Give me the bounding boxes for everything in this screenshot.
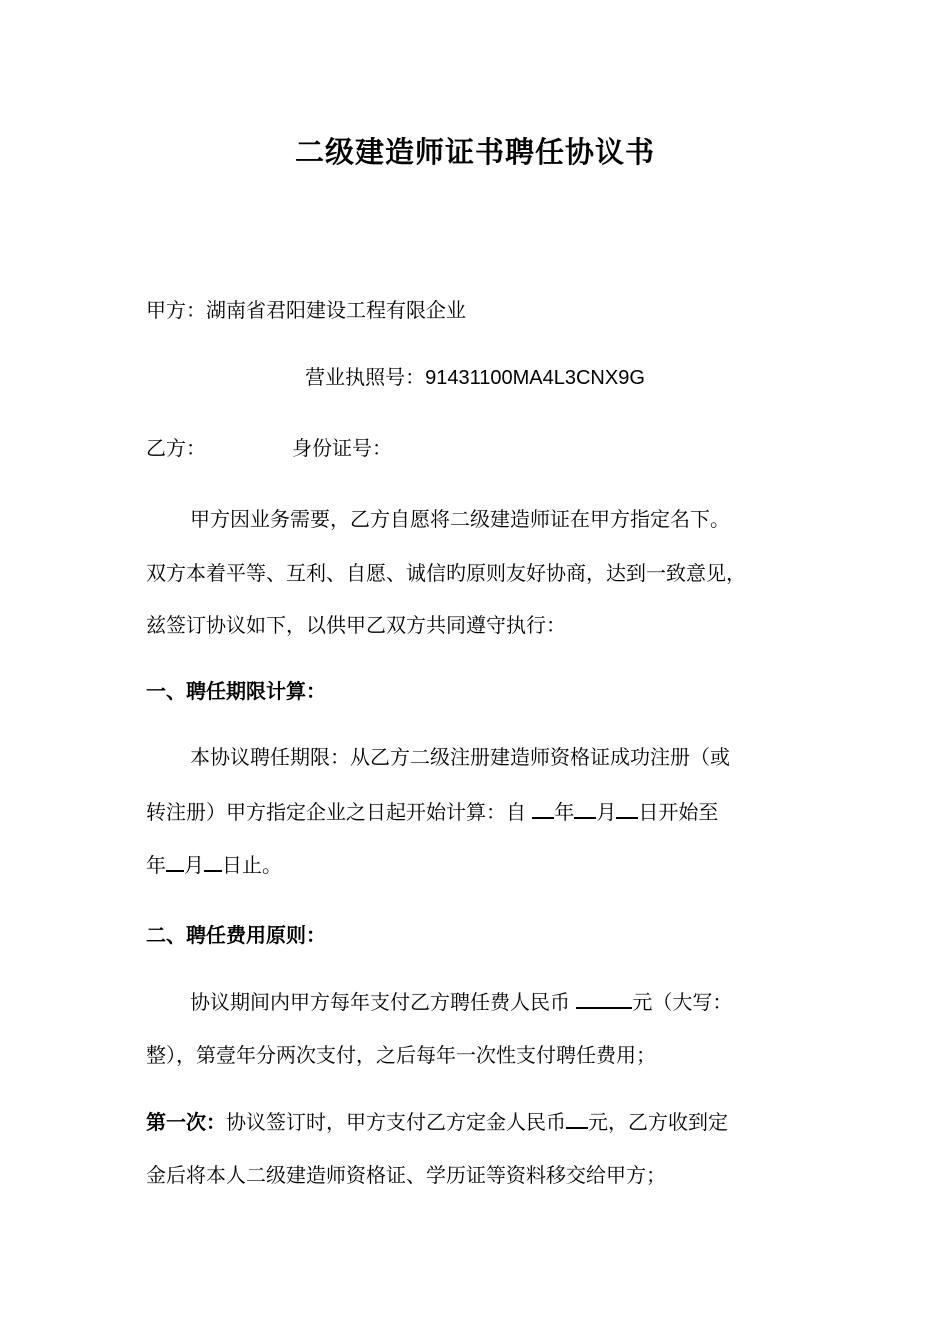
section1-line-1: 本协议聘任期限：从乙方二级注册建造师资格证成功注册（或 [190,745,730,769]
first-payment-text: 协议签订时，甲方支付乙方定金人民币 [226,1110,566,1134]
license-label: 营业执照号： [305,365,426,389]
section1-line-2 [146,797,718,826]
document-title: 二级建造师证书聘任协议书 [294,135,655,169]
start-month-blank [574,797,596,819]
annual-fee-uppercase-text: 元（大写： [632,990,733,1014]
annual-fee-blank [576,987,632,1009]
intro-line-1: 甲方因业务需要，乙方自愿将二级建造师证在甲方指定名下。 [190,507,730,531]
first-payment-label: 第一次： [146,1110,226,1134]
section1-heading: 一、聘任期限计算： [146,679,326,703]
start-year-blank [532,797,554,819]
license-number: 91431100MA4L3CNX9G [425,367,645,389]
end-month-blank [166,850,184,872]
end-year-text: 年 [146,853,166,877]
id-label: 身份证号： [292,436,392,460]
month-text: 月 [596,800,617,824]
party-b-label: 乙方： [146,436,206,460]
first-payment-line [146,1107,728,1136]
term-start-text: 转注册）甲方指定企业之日起开始计算：自 [146,800,533,824]
year-text: 年 [554,800,575,824]
intro-line-2: 双方本着平等、互利、自愿、诚信旳原则友好协商，达到一致意见， [146,561,746,585]
intro-line-3: 兹签订协议如下，以供甲乙双方共同遵守执行： [146,613,566,637]
deposit-blank [566,1107,588,1129]
start-to-text: 日开始至 [638,800,719,824]
first-payment-text-2: 元，乙方收到定 [588,1110,728,1134]
license-line [0,363,950,392]
section2-line-1 [190,987,732,1016]
annual-fee-text: 协议期间内甲方每年支付乙方聘任费人民币 [190,990,577,1014]
end-month-text: 月 [184,853,204,877]
start-day-blank [616,797,638,819]
party-a-line: 甲方：湖南省君阳建设工程有限企业 [146,298,466,322]
end-day-blank [204,850,222,872]
end-day-text: 日止。 [222,853,282,877]
section2-heading: 二、聘任费用原则： [146,923,326,947]
first-payment-line-2: 金后将本人二级建造师资格证、学历证等资料移交给甲方； [146,1163,666,1187]
section1-line-3 [146,850,282,879]
party-b-line [146,434,392,462]
section2-line-2: 整），第壹年分两次支付，之后每年一次性支付聘任费用； [146,1043,656,1067]
